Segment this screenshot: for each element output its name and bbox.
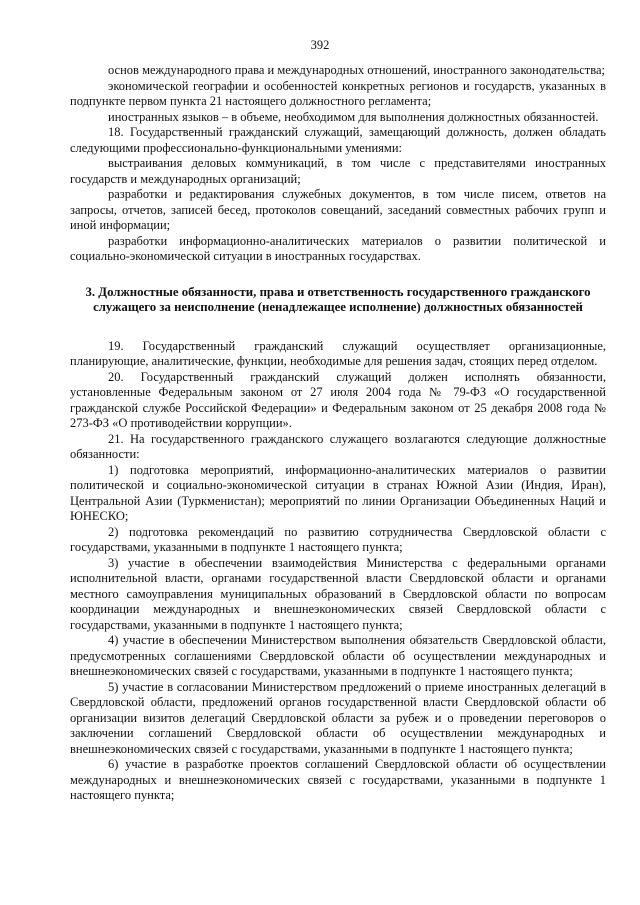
paragraphs-after-section: [70, 339, 606, 804]
paragraph: 6) участие в разработке проектов соглашений Свердловской области об осуществлении международных и внешнеэкономических связей с государствами, указанными в подпункте 1 настоящего пункта;: [70, 757, 606, 802]
paragraph: экономической географии и особенностей конкретных регионов и государств, указанных в подпункте первом пункта 21 настоящего должностного регламента;: [70, 78, 606, 108]
paragraph: 4) участие в обеспечении Министерством выполнения обязательств Свердловской области, предусмотренных соглашениями Свердловской области об осуществлении международных и внешнеэкономических связей с государствами, указанными в подпункте 1 настоящего пункта;: [70, 633, 606, 678]
paragraph: 19. Государственный гражданский служащий осуществляет организационные, планирующие, аналитические, функции, необходимые для решения задач, стоящих перед отделом.: [70, 338, 606, 368]
paragraph: выстраивания деловых коммуникаций, в том числе с представителями иностранных государств и международных организаций;: [70, 156, 606, 186]
paragraph: иностранных языков – в объеме, необходимом для выполнения должностных обязанностей.: [108, 109, 599, 124]
paragraph: основ международного права и международных отношений, иностранного законодательства;: [108, 63, 606, 77]
paragraph: 20. Государственный гражданский служащий должен исполнять обязанности, установленные Федеральным законом от 27 июля 2004 года № 79-ФЗ «О государственной гражданской службе Российской Федерации» и Федеральным законом от 25 декабря 2008 года № 273-ФЗ «О противодействии коррупции».: [70, 369, 606, 430]
paragraph: 5) участие в согласовании Министерством предложений о приеме иностранных делегаций в Свердловской области, предложений органов государственной власти Свердловской области об организации визитов делегаций Свердловской области за рубеж и о проведении переговоров о заключении соглашений Свердловской области об осуществлении международных и внешнеэкономических связей с государствами, указанными в подпункте 1 настоящего пункта;: [70, 679, 606, 756]
section-heading: 3. Должностные обязанности, права и ответственность государственного гражданского служащего за неисполнение (ненадлежащее исполнение) должностных обязанностей: [85, 284, 591, 314]
paragraph: 18. Государственный гражданский служащий, замещающий должность, должен обладать следующими профессионально-функциональными умениями:: [70, 125, 606, 155]
paragraph: 3) участие в обеспечении взаимодействия Министерства с федеральными органами исполнительной власти, органами государственной власти Свердловской области и органами местного самоуправления муниципальных образований в Свердловской области по вопросам координации международных и внешнеэкономических связей Свердловской области с государствами, указанными в подпункте 1 настоящего пункта;: [70, 555, 606, 632]
paragraph: 1) подготовка мероприятий, информационно-аналитических материалов о развитии политической и социально-экономической ситуации в странах Южной Азии (Индия, Иран), Центральной Азии (Туркменистан); мероприятий по линии Организации Объединенных Наций и ЮНЕСКО;: [70, 462, 606, 523]
page-number: 392: [310, 38, 330, 52]
paragraph: разработки информационно-аналитических материалов о развитии политической и социально-экономической ситуации в иностранных государствах.: [70, 233, 606, 263]
paragraph: 21. На государственного гражданского служащего возлагаются следующие должностные обязанности:: [70, 431, 606, 461]
paragraph: 2) подготовка рекомендаций по развитию сотрудничества Свердловской области с государствами, указанными в подпункте 1 настоящего пункта;: [70, 524, 606, 554]
paragraphs-before-section: [70, 63, 606, 265]
page-content: [70, 63, 606, 804]
paragraph: разработки и редактирования служебных документов, в том числе писем, ответов на запросы, отчетов, записей бесед, протоколов совещаний, заседаний совместных рабочих групп и иной информации;: [70, 187, 606, 232]
